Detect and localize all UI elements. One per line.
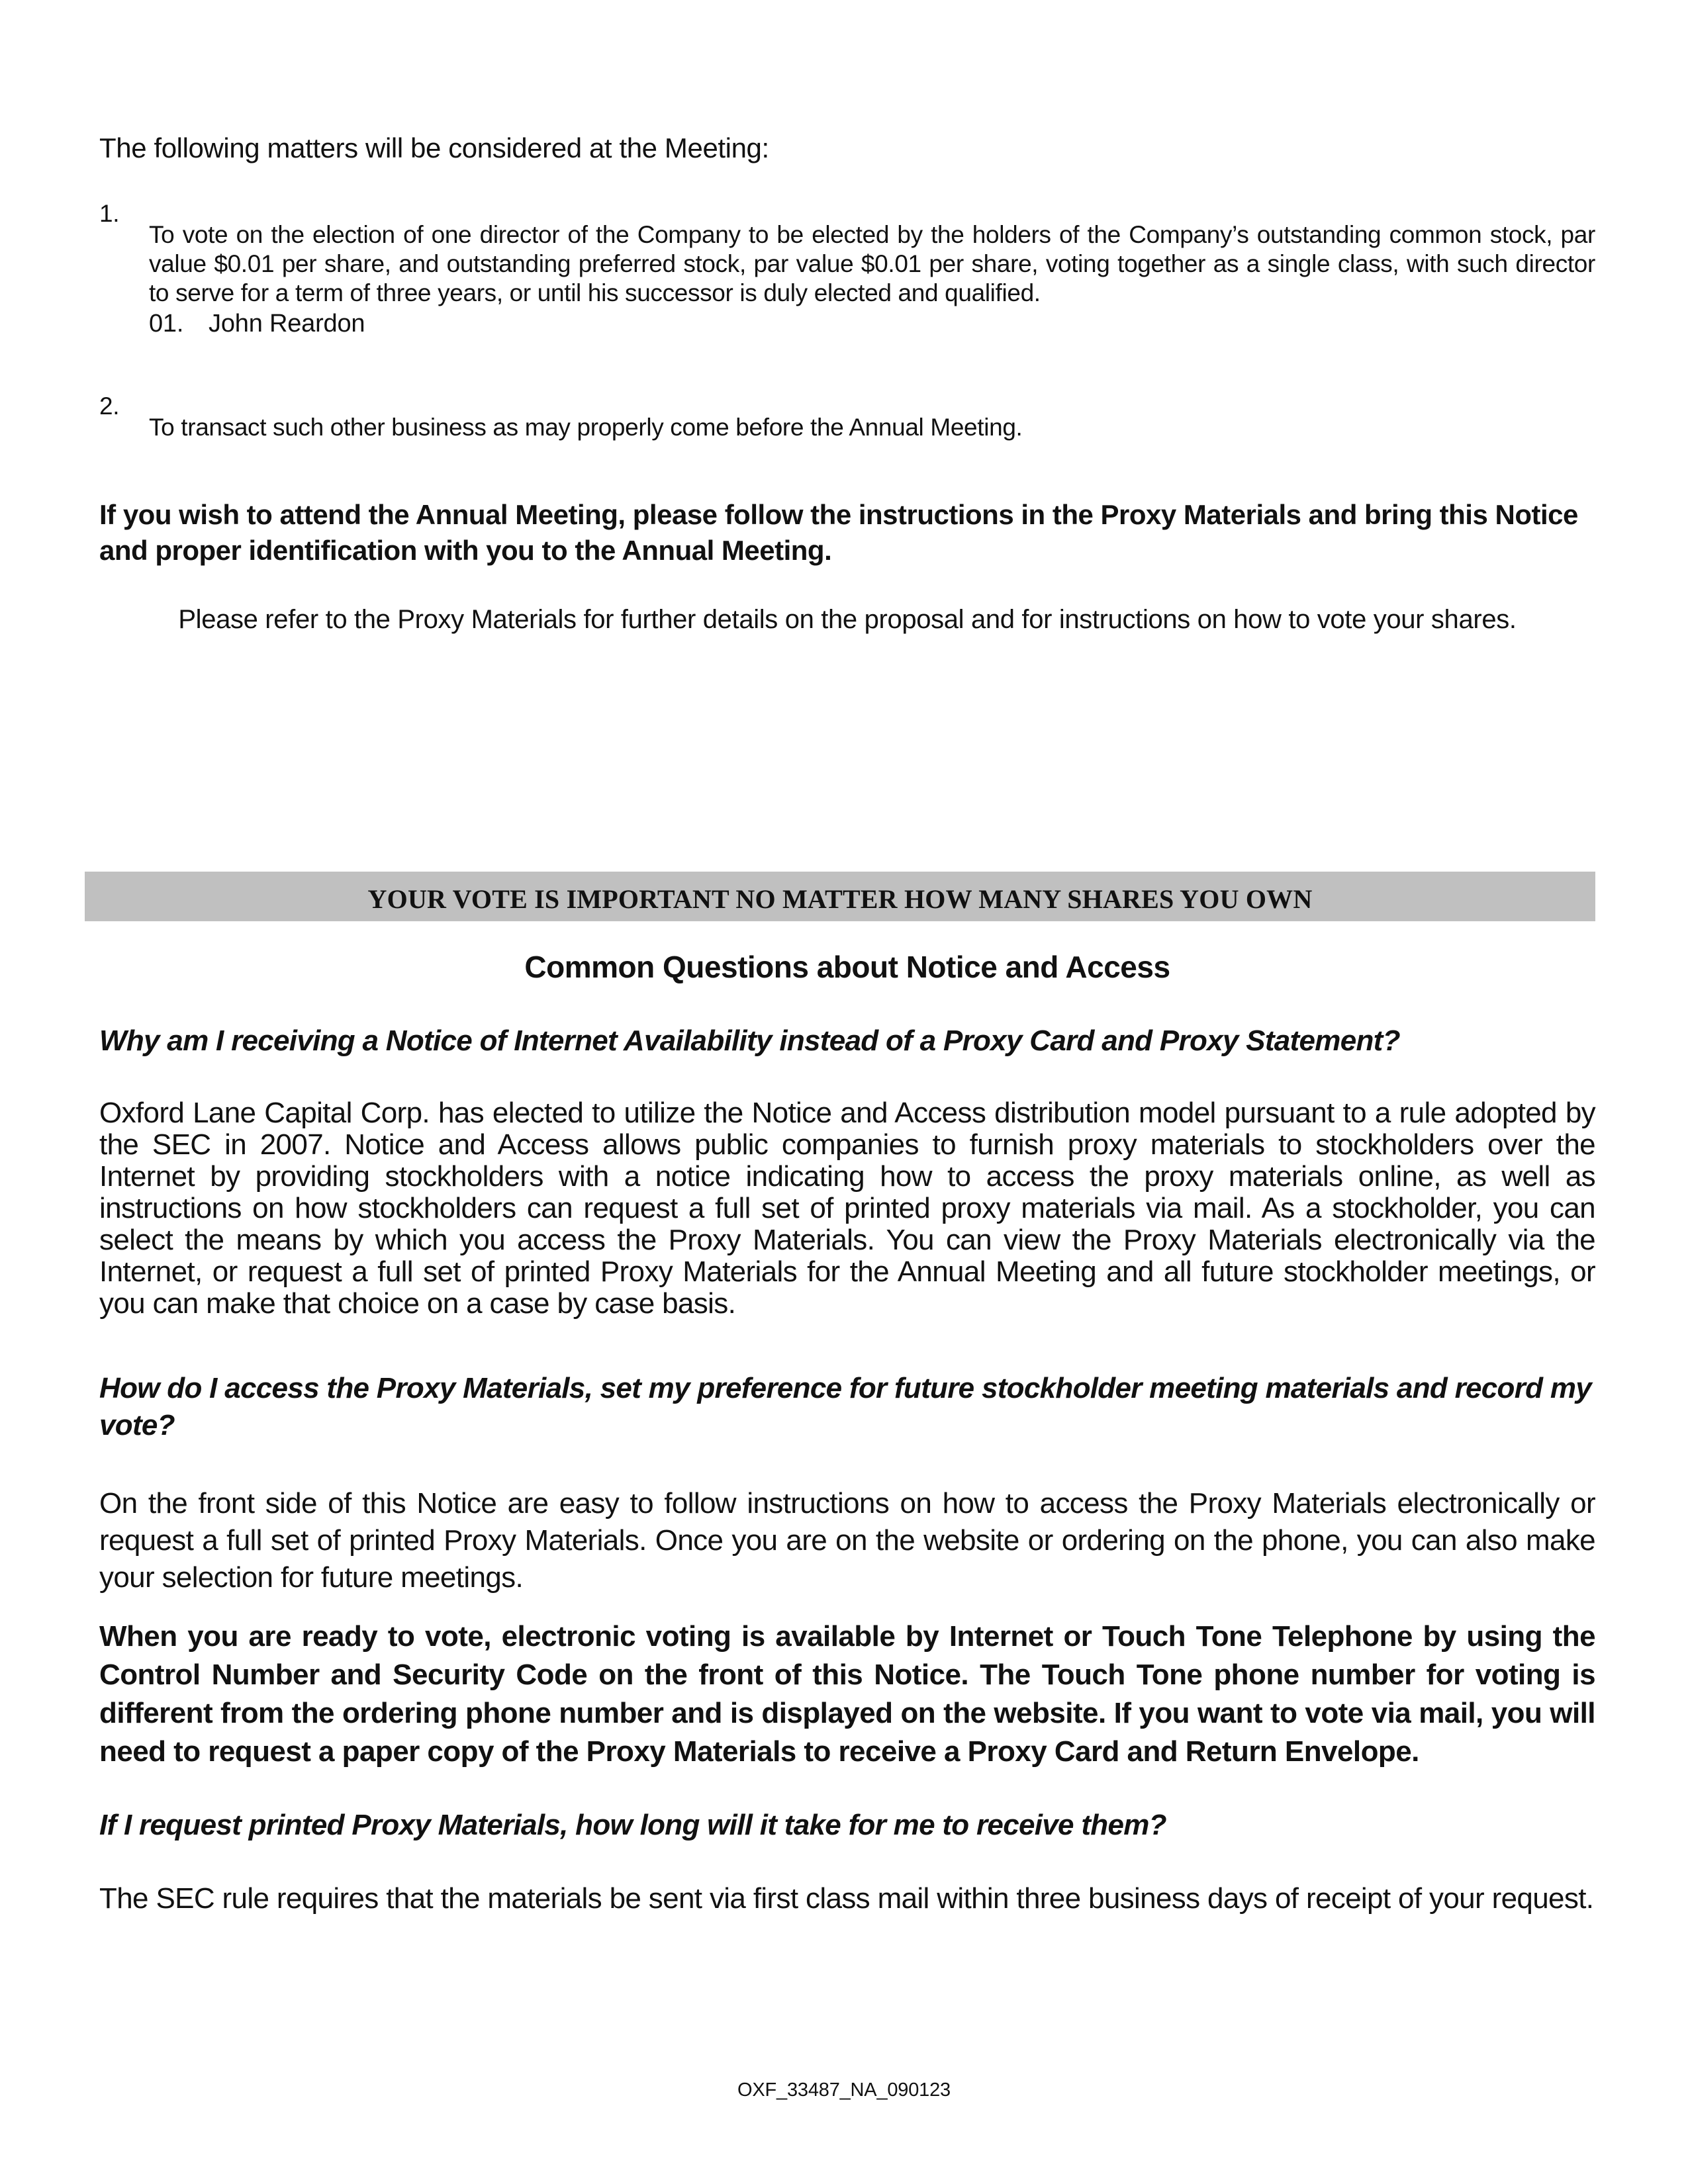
faq-title: Common Questions about Notice and Access [524, 950, 1170, 984]
faq-question-1: Why am I receiving a Notice of Internet Availability instead of a Proxy Card and Proxy Statement? [99, 1024, 1400, 1057]
faq-answer-3: The SEC rule requires that the materials be sent via first class mail within three business days of receipt of your request. [99, 1882, 1594, 1915]
matter-text-1: To vote on the election of one director of the Company to be elected by the holders of the Company’s outstanding common stock, par value $0.01 per share, and outstanding preferred stock, par value $0.01 per share, voting together as a single class, with such director to serve for a term of three years, or until his successor is duly elected and qualified. [149, 221, 1595, 306]
matter-number-2: 2. [99, 392, 120, 420]
refer-notice: Please refer to the Proxy Materials for further details on the proposal and for instructions on how to vote your shares. [178, 605, 1517, 634]
director-nominee: 01. John Reardon [149, 310, 365, 338]
attend-notice: If you wish to attend the Annual Meeting, please follow the instructions in the Proxy Materials and bring this Notice and proper identification with you to the Annual Meeting. [99, 499, 1578, 566]
intro-text: The following matters will be considered at the Meeting: [99, 132, 769, 163]
matter-text-2: To transact such other business as may properly come before the Annual Meeting. [149, 414, 1023, 441]
matter-number-1: 1. [99, 200, 120, 227]
faq-answer-2-voting: When you are ready to vote, electronic voting is available by Internet or Touch Tone Telephone by using the Control Number and Security Code on the front of this Notice. The Touch Tone phone number for voting is different from the ordering phone number and is displayed on the website. If you want to vote via mail, you will need to request a paper copy of the Proxy Materials to receive a Proxy Card and Return Envelope. [99, 1620, 1595, 1768]
banner-text: YOUR VOTE IS IMPORTANT NO MATTER HOW MANY SHARES YOU OWN [367, 884, 1313, 914]
faq-answer-1: Oxford Lane Capital Corp. has elected to utilize the Notice and Access distribution model pursuant to a rule adopted by the SEC in 2007. Notice and Access allows public companies to furnish proxy materials to stockholders over the Internet by providing stockholders with a notice indicating how to access the proxy materials online, as well as instructions on how stockholders can request a full set of printed proxy materials via mail. As a stockholder, you can select the means by which you access the Proxy Materials. You can view the Proxy Materials electronically via the Internet, or request a full set of printed Proxy Materials for the Annual Meeting and all future stockholder meetings, or you can make that choice on a case by case basis. [99, 1097, 1595, 1320]
faq-question-3: If I request printed Proxy Materials, how long will it take for me to receive them? [99, 1809, 1166, 1841]
faq-question-2: How do I access the Proxy Materials, set my preference for future stockholder meeting materials and record my vote? [99, 1372, 1592, 1441]
document-code: OXF_33487_NA_090123 [737, 2079, 951, 2101]
faq-answer-2: On the front side of this Notice are easy to follow instructions on how to access the Proxy Materials electronically or request a full set of printed Proxy Materials. Once you are on the website or ordering on the phone, you can also make your selection for future meetings. [99, 1487, 1595, 1594]
vote-important-banner [85, 872, 1595, 921]
